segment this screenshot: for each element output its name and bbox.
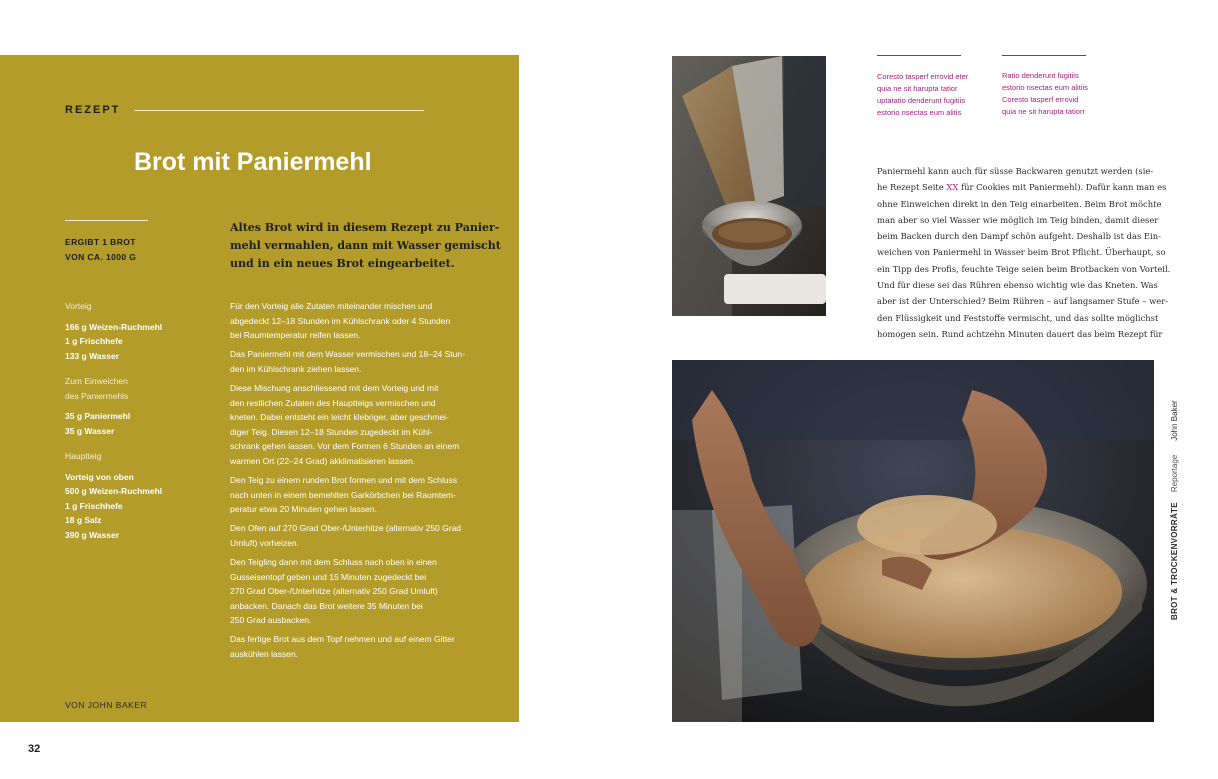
lead-line: mehl vermahlen, dann mit Wasser gemischt (230, 239, 501, 252)
recipe-step-line: warmen Ort (22–24 Grad) akklimatisieren lassen. (230, 455, 416, 466)
ingredient-group-heading: Hauptteig (65, 451, 102, 461)
recipe-step (230, 347, 492, 376)
running-head-subsection: Reportage (1170, 454, 1179, 493)
recipe-step-line: Diese Mischung anschliessend mit dem Vorteig und mit (230, 382, 439, 393)
recipe-step-line: 270 Grad Ober-/Unterhitze (alternativ 250 Grad Umluft) (230, 586, 438, 597)
recipe-step-line: Umluft) vorheizen. (230, 537, 299, 548)
photo-hands-with-crumbs (672, 360, 1154, 722)
caption-line: estorio nsectas eum alitis (877, 108, 962, 117)
recipe-step-line: den restlichen Zutaten des Hauptteigs vermischen und (230, 397, 436, 408)
ingredient-item: 133 g Wasser (65, 350, 120, 361)
recipe-step-line: nach unten in einem bemehlten Garkörbchen bei Raumtem- (230, 489, 456, 500)
ingredient-item: 390 g Wasser (65, 529, 120, 540)
recipe-step (230, 632, 492, 661)
caption-line: estorio nsectas eum alitiis (1002, 83, 1088, 92)
ingredient-list (65, 299, 215, 553)
recipe-yield (65, 235, 205, 265)
ingredient-group-einweichen (65, 374, 215, 438)
article-body-line: beim Backen durch den Dampf schön aufgeht. Deshalb ist das Ein- (877, 231, 1161, 242)
ingredient-item: 18 g Salz (65, 515, 102, 525)
recipe-step (230, 555, 492, 628)
recipe-step-line: den im Kühlschrank ziehen lassen. (230, 363, 362, 374)
photo-crumbs-into-bowl-art (672, 56, 826, 316)
recipe-step-line: peratur etwa 20 Minuten gehen lassen. (230, 504, 377, 515)
photo-hands-with-crumbs-art (672, 360, 1154, 722)
ingredient-group-heading: Zum Einweichen (65, 376, 128, 386)
ingredient-item: 166 g Weizen-Ruchmehl (65, 321, 163, 332)
article-body-line: ein Tipp des Profis, feuchte Teige seien beim Brotbacken von Vorteil. (877, 263, 1171, 274)
article-body-line: homogen sein. Rund achtzehn Minuten dauert das beim Rezept für (877, 328, 1163, 339)
caption-line: Ratio denderunt fugitiis (1002, 71, 1079, 80)
caption-line: uptatatio denderunt fugitiis (877, 96, 965, 105)
lead-line: und in ein neues Brot eingearbeitet. (230, 257, 455, 270)
recipe-step-line: Den Teig zu einem runden Brot formen und mit dem Schluss (230, 475, 458, 486)
recipe-step-line: Für den Vorteig alle Zutaten miteinander mischen und (230, 301, 433, 311)
recipe-step-line: Das Paniermehl mit dem Wasser vermischen und 18–24 Stun- (230, 349, 465, 360)
caption-line: Coresto tasperf errovid eter (877, 72, 969, 81)
page-reference[interactable]: XX (946, 182, 959, 193)
ingredient-group-hauptteig (65, 449, 215, 542)
caption-line: quia ne sit harupta tatiorr (1002, 107, 1085, 116)
recipe-step (230, 473, 492, 517)
article-body-line: ohne Einweichen direkt in den Teig einarbeiten. Beim Brot möchte (877, 198, 1162, 209)
caption-rule (1002, 55, 1086, 56)
running-head (1170, 400, 1179, 620)
ingredient-item: 35 g Wasser (65, 425, 115, 436)
ingredient-item: Vorteig von oben (65, 471, 134, 482)
recipe-step-line: Gusseisentopf geben und 15 Minuten zugedeckt bei (230, 571, 427, 582)
recipe-step-line: schrank gehen lassen. Vor dem Formen 6 Stunden an einem (230, 441, 460, 452)
photo-crumbs-into-bowl (672, 56, 826, 316)
recipe-step (230, 299, 492, 343)
ingredient-item: 35 g Paniermehl (65, 411, 131, 421)
ingredient-group-vorteig (65, 299, 215, 363)
ingredient-item: 500 g Weizen-Ruchmehl (65, 486, 163, 496)
recipe-step (230, 521, 492, 550)
ingredient-group-heading: Vorteig (65, 301, 92, 311)
recipe-step-line: 250 Grad ausbacken. (230, 615, 312, 626)
ingredient-group-heading: des Paniermehls (65, 390, 129, 401)
article-body-line: den Flüssigkeit und Feststoffe vermischt, und das sollte möglichst (877, 312, 1159, 323)
recipe-step-line: bei Raumtemperatur reifen lassen. (230, 330, 361, 341)
recipe-step-line: anbacken. Danach das Brot weitere 35 Minuten bei (230, 600, 423, 611)
running-head-section: BROT & TROCKENVORRÄTE (1170, 502, 1179, 620)
page-number: 32 (28, 743, 41, 755)
article-body-line: Paniermehl kann auch für süsse Backwaren genutzt werden (sie- (877, 166, 1154, 176)
recipe-step (230, 381, 492, 469)
recipe-byline: VON JOHN BAKER (65, 700, 148, 710)
lead-line: Altes Brot wird in diesem Rezept zu Panier- (230, 221, 500, 234)
article-body-line: he Rezept Seite XX für Cookies mit Paniermehl). Dafür kann man es (877, 182, 1167, 193)
article-body (877, 163, 1171, 342)
recipe-title: Brot mit Paniermehl (134, 148, 372, 176)
recipe-kicker: REZEPT (65, 104, 121, 116)
caption-line: Coresto tasperf errovid (1002, 95, 1079, 104)
recipe-step-line: Das fertige Brot aus dem Topf nehmen und auf einem Gitter (230, 634, 455, 645)
ingredient-item: 1 g Frischhefe (65, 336, 123, 346)
article-body-line: aber ist der Unterschied? Beim Rühren – auf langsamer Stufe – wer- (877, 296, 1169, 307)
yield-rule (65, 220, 148, 221)
article-body-line: weichen von Paniermehl in Wasser beim Brot Pflicht. Überhaupt, so (877, 247, 1166, 258)
caption-rule (877, 55, 961, 56)
recipe-step-line: kneten. Dabei entsteht ein leicht klebriger, aber geschmei- (230, 412, 449, 423)
recipe-step-line: abgedeckt 12–18 Stunden im Kühlschrank oder 4 Stunden (230, 315, 451, 326)
yield-line: ERGIBT 1 BROT (65, 237, 136, 247)
recipe-lead (230, 219, 501, 273)
recipe-steps (230, 299, 492, 666)
caption-line: quia ne sit harupta tatior (877, 84, 958, 93)
recipe-step-line: Den Teigling dann mit dem Schluss nach oben in einen (230, 557, 437, 567)
article-body-line: Und für diese sei das Rühren ebenso wichtig wie das Kneten. Was (877, 280, 1158, 291)
recipe-step-line: Den Ofen auf 270 Grad Ober-/Unterhitze (alternativ 250 Grad (230, 523, 462, 534)
running-head-author: John Baker (1170, 400, 1179, 441)
article-body-line: man aber so viel Wasser wie möglich im Teig binden, damit dieser (877, 214, 1159, 225)
photo-caption-left (877, 71, 968, 119)
recipe-step-line: diger Teig. Diesen 12–18 Stunden zugedeckt im Kühl- (230, 426, 433, 437)
yield-line: VON CA. 1000 G (65, 252, 137, 262)
ingredient-item: 1 g Frischhefe (65, 500, 123, 511)
kicker-rule (134, 110, 424, 111)
photo-caption-right (1002, 70, 1088, 118)
recipe-step-line: auskühlen lassen. (230, 649, 299, 660)
